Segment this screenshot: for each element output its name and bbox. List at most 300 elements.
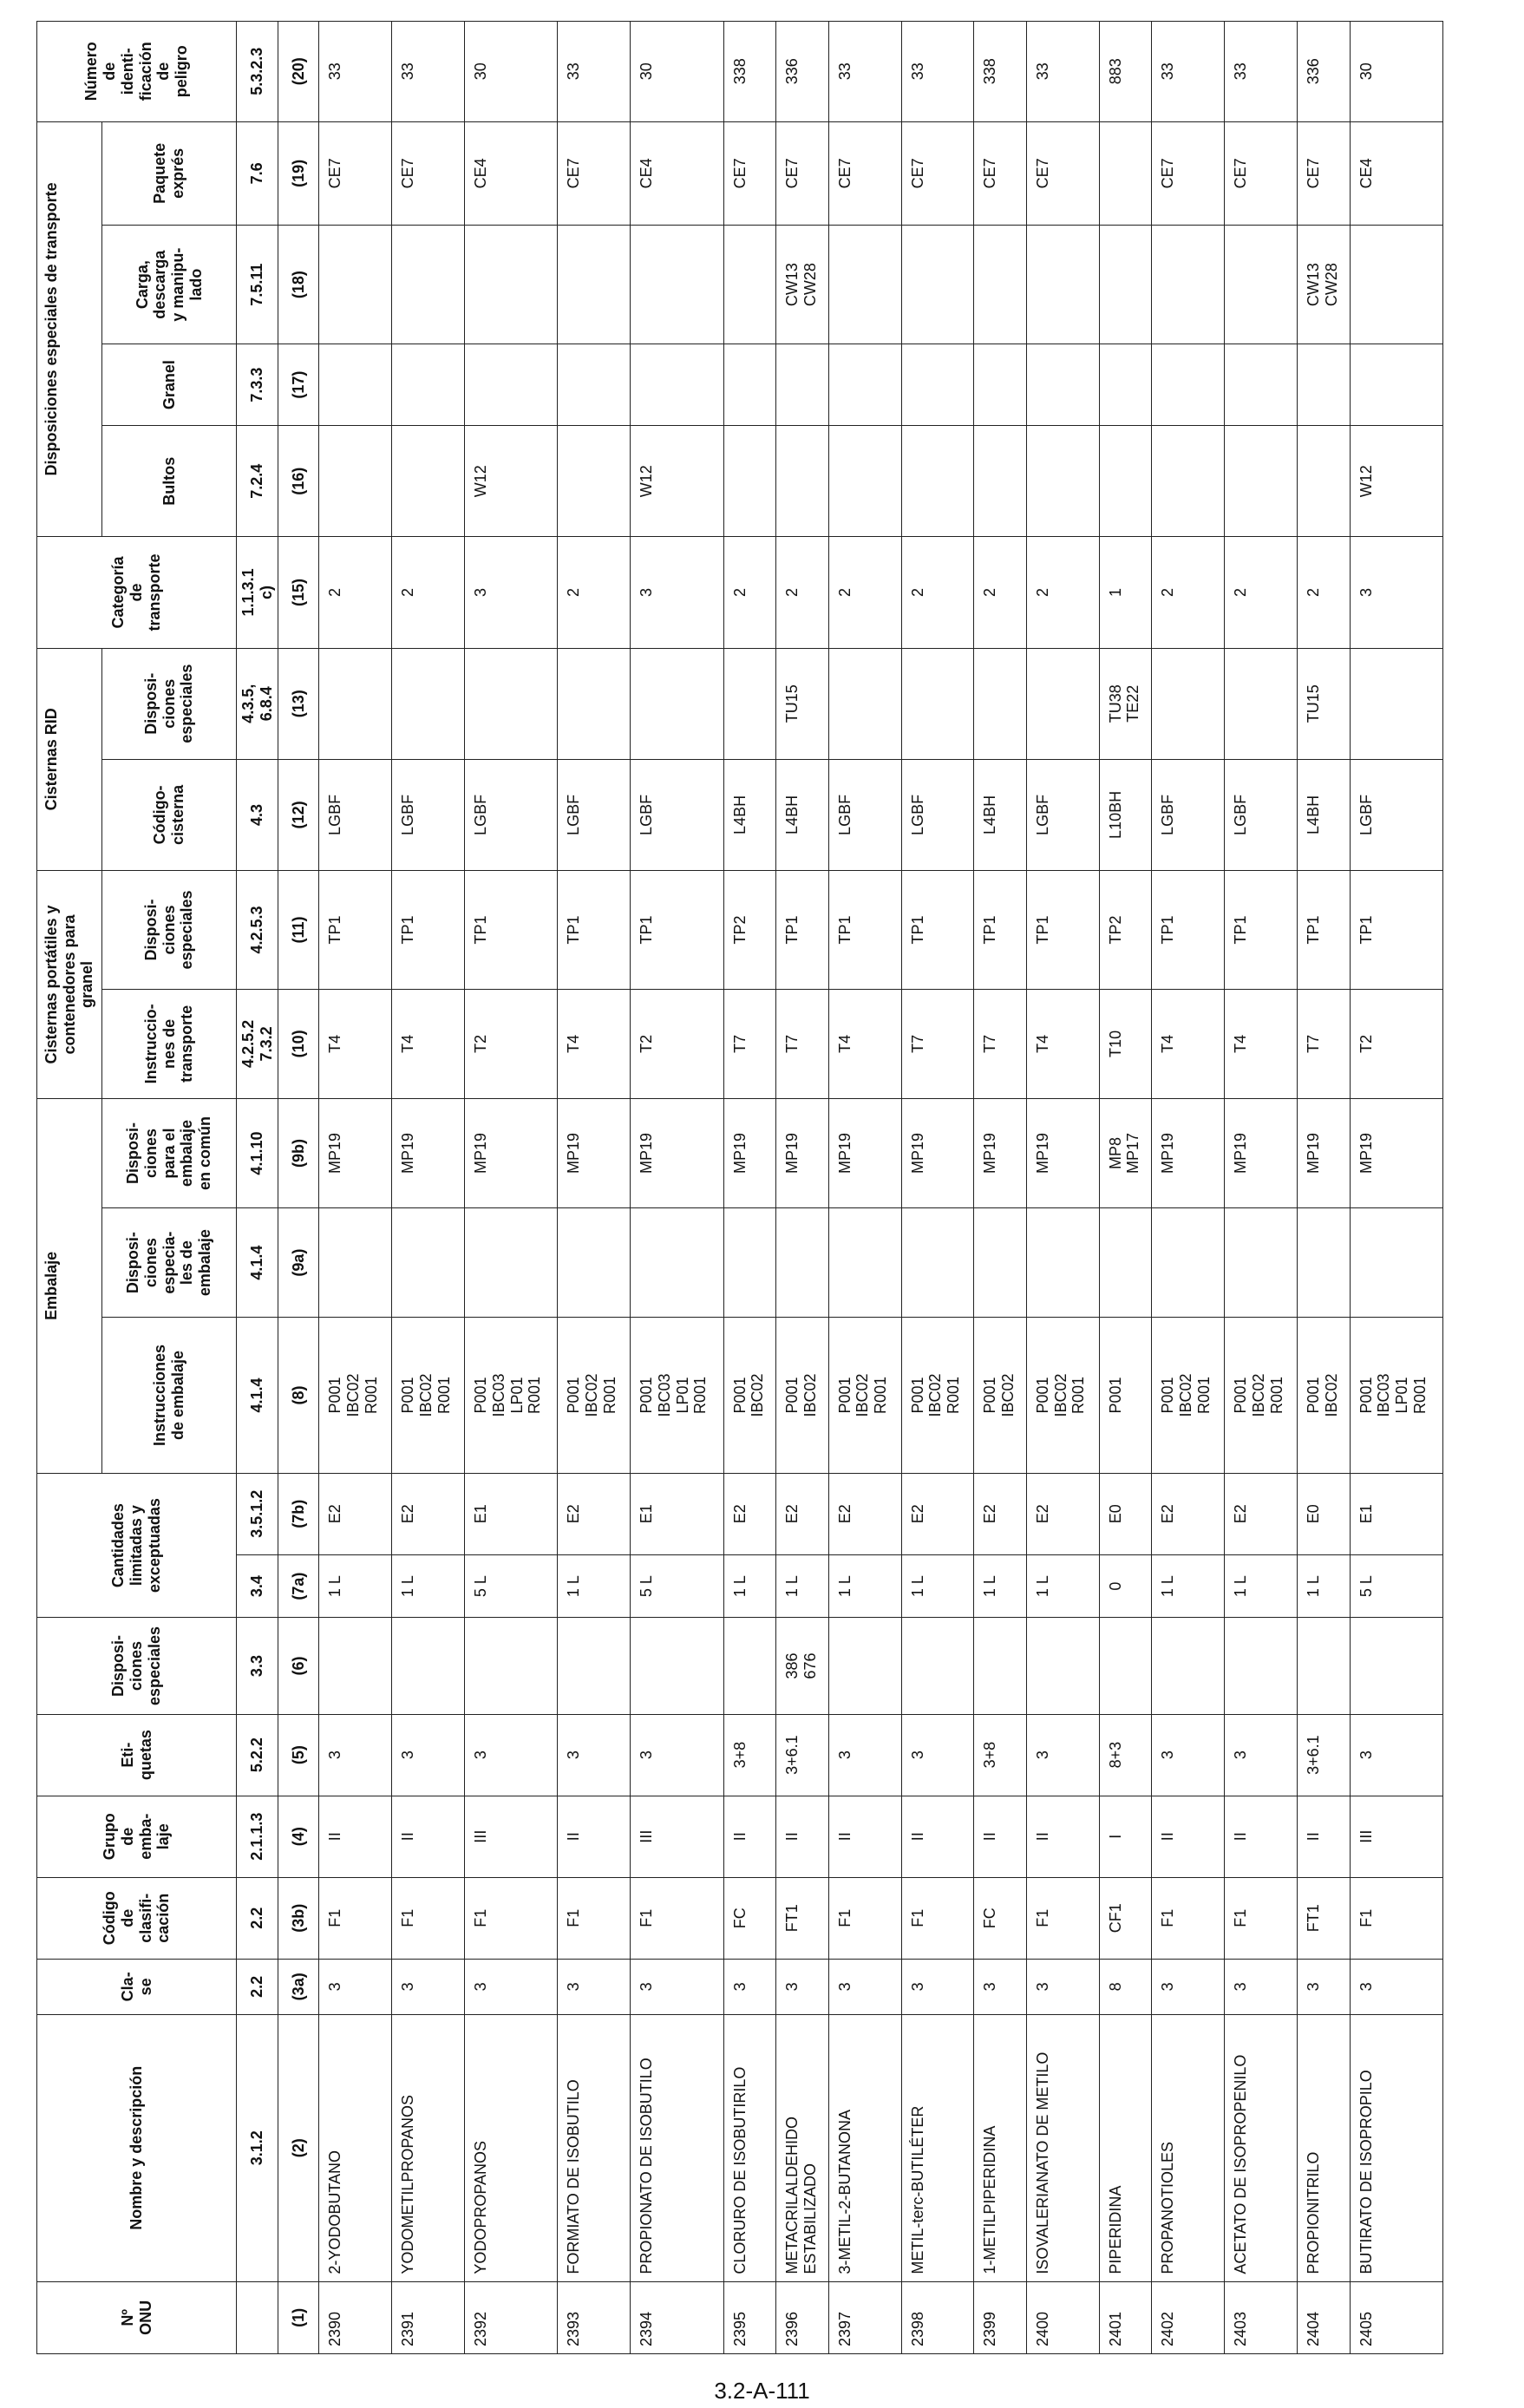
cell-c3b: F1 — [1152, 1877, 1225, 1959]
cell-c7b: E2 — [1026, 1473, 1099, 1554]
cell-c13 — [319, 648, 392, 759]
cell-c15: 2 — [1225, 537, 1298, 648]
cell-c13 — [828, 648, 901, 759]
cell-c18 — [1152, 226, 1225, 344]
colnum-cell: (11) — [278, 871, 319, 990]
table-row — [1225, 22, 1298, 2354]
cell-c16 — [558, 426, 631, 537]
cell-c19: CE7 — [1225, 121, 1298, 226]
header-tank-instructions: Instruccio- nes de transporte — [102, 989, 237, 1098]
cell-c3a: 3 — [319, 1959, 392, 2014]
cell-c8: P001 IBC02 R001 — [828, 1318, 901, 1474]
cell-c20: 30 — [1350, 22, 1443, 122]
ref-cell: 7.2.4 — [237, 426, 278, 537]
cell-c16: W12 — [1350, 426, 1443, 537]
cell-name: ACETATO DE ISOPROPENILO — [1225, 2014, 1298, 2281]
ref-cell: 7.6 — [237, 121, 278, 226]
cell-c11: TP1 — [1026, 871, 1099, 990]
colnum-cell: (3a) — [278, 1959, 319, 2014]
cell-c10: T2 — [1350, 989, 1443, 1098]
cell-c10: T4 — [828, 989, 901, 1098]
cell-c16 — [1225, 426, 1298, 537]
colnum-cell: (3b) — [278, 1877, 319, 1959]
cell-name: METIL-terc-BUTILÉTER — [901, 2014, 974, 2281]
cell-c20: 336 — [776, 22, 828, 122]
cell-c7b: E0 — [1099, 1473, 1151, 1554]
cell-c13 — [392, 648, 465, 759]
cell-c6 — [631, 1618, 723, 1714]
cell-c20: 33 — [392, 22, 465, 122]
cell-c3a: 3 — [901, 1959, 974, 2014]
cell-un: 2396 — [776, 2281, 828, 2353]
cell-c7a: 1 L — [1298, 1554, 1350, 1618]
cell-c17 — [392, 344, 465, 426]
cell-c20: 30 — [631, 22, 723, 122]
cell-c15: 2 — [723, 537, 775, 648]
cell-c6 — [1152, 1618, 1225, 1714]
header-special-provisions: Disposi- ciones especiales — [37, 1618, 237, 1714]
cell-c4: II — [1298, 1796, 1350, 1877]
cell-c12: L10BH — [1099, 759, 1151, 870]
cell-c5: 3 — [392, 1714, 465, 1796]
ref-cell: 4.1.10 — [237, 1098, 278, 1207]
cell-c13: TU15 — [776, 648, 828, 759]
cell-c16 — [974, 426, 1026, 537]
cell-un: 2401 — [1099, 2281, 1151, 2353]
cell-c18 — [901, 226, 974, 344]
cell-c17 — [1298, 344, 1350, 426]
cell-c16 — [1298, 426, 1350, 537]
cell-name: ISOVALERIANATO DE METILO — [1026, 2014, 1099, 2281]
cell-c9b: MP19 — [828, 1098, 901, 1207]
cell-name: 2-YODOBUTANO — [319, 2014, 392, 2281]
ref-cell: 3.5.1.2 — [237, 1473, 278, 1554]
cell-c16 — [392, 426, 465, 537]
cell-c19: CE7 — [1026, 121, 1099, 226]
cell-c11: TP1 — [1350, 871, 1443, 990]
cell-c6: 386 676 — [776, 1618, 828, 1714]
cell-c10: T7 — [901, 989, 974, 1098]
cell-c19: CE7 — [776, 121, 828, 226]
cell-c3b: F1 — [465, 1877, 558, 1959]
cell-c17 — [319, 344, 392, 426]
cell-c20: 33 — [319, 22, 392, 122]
cell-c19: CE7 — [723, 121, 775, 226]
colnum-cell: (15) — [278, 537, 319, 648]
cell-un: 2403 — [1225, 2281, 1298, 2353]
cell-c15: 2 — [558, 537, 631, 648]
cell-c9a — [558, 1208, 631, 1318]
colnum-cell: (6) — [278, 1618, 319, 1714]
cell-c13 — [1152, 648, 1225, 759]
cell-c9a — [1298, 1208, 1350, 1318]
cell-c10: T10 — [1099, 989, 1151, 1098]
cell-un: 2391 — [392, 2281, 465, 2353]
column-number-row — [278, 22, 319, 2354]
cell-c12: L4BH — [776, 759, 828, 870]
cell-c9a — [1225, 1208, 1298, 1318]
cell-c10: T7 — [974, 989, 1026, 1098]
header-mixed-packing-provisions: Disposi- ciones para el embalaje en común — [102, 1098, 237, 1207]
cell-c9b: MP19 — [1152, 1098, 1225, 1207]
cell-c10: T4 — [1152, 989, 1225, 1098]
cell-c12: LGBF — [631, 759, 723, 870]
cell-c19: CE7 — [1152, 121, 1225, 226]
cell-c7a: 1 L — [392, 1554, 465, 1618]
cell-c18 — [319, 226, 392, 344]
cell-c9a — [319, 1208, 392, 1318]
cell-c18 — [465, 226, 558, 344]
cell-c3b: F1 — [1350, 1877, 1443, 1959]
cell-c13 — [631, 648, 723, 759]
cell-c8: P001 IBC02 — [1298, 1318, 1350, 1474]
cell-c17 — [1152, 344, 1225, 426]
header-rid-special-provisions: Disposi- ciones especiales — [102, 648, 237, 759]
cell-c16 — [1152, 426, 1225, 537]
cell-c11: TP1 — [776, 871, 828, 990]
cell-c11: TP1 — [631, 871, 723, 990]
table-row — [392, 22, 465, 2354]
cell-c13 — [723, 648, 775, 759]
cell-c4: III — [465, 1796, 558, 1877]
cell-c7b: E2 — [1225, 1473, 1298, 1554]
cell-c16 — [776, 426, 828, 537]
ref-cell: 2.2 — [237, 1877, 278, 1959]
cell-c7b: E2 — [776, 1473, 828, 1554]
cell-c6 — [392, 1618, 465, 1714]
cell-c19: CE7 — [974, 121, 1026, 226]
cell-un: 2397 — [828, 2281, 901, 2353]
colnum-cell: (7a) — [278, 1554, 319, 1618]
cell-c8: P001 IBC03 LP01 R001 — [631, 1318, 723, 1474]
header-packing-group: Grupo de emba- laje — [37, 1796, 237, 1877]
cell-c6 — [558, 1618, 631, 1714]
cell-c12: LGBF — [828, 759, 901, 870]
cell-name: BUTIRATO DE ISOPROPILO — [1350, 2014, 1443, 2281]
cell-c7b: E2 — [723, 1473, 775, 1554]
header-labels: Eti- quetas — [37, 1714, 237, 1796]
cell-c5: 3 — [1026, 1714, 1099, 1796]
cell-c3b: F1 — [1026, 1877, 1099, 1959]
cell-c5: 3+6.1 — [776, 1714, 828, 1796]
cell-c7b: E2 — [319, 1473, 392, 1554]
ref-cell: 3.1.2 — [237, 2014, 278, 2281]
cell-c16 — [828, 426, 901, 537]
ref-cell: 3.3 — [237, 1618, 278, 1714]
cell-c15: 2 — [392, 537, 465, 648]
header-tank-code: Código- cisterna — [102, 759, 237, 870]
cell-c12: L4BH — [723, 759, 775, 870]
table-row — [1099, 22, 1151, 2354]
cell-c5: 3 — [828, 1714, 901, 1796]
cell-c18 — [974, 226, 1026, 344]
cell-c8: P001 IBC02 — [723, 1318, 775, 1474]
cell-c5: 3 — [631, 1714, 723, 1796]
cell-c9b: MP19 — [558, 1098, 631, 1207]
ref-cell: 7.3.3 — [237, 344, 278, 426]
cell-c20: 338 — [723, 22, 775, 122]
cell-c15: 2 — [319, 537, 392, 648]
cell-c3b: F1 — [392, 1877, 465, 1959]
table-row — [901, 22, 974, 2354]
cell-c10: T4 — [319, 989, 392, 1098]
cell-c13 — [901, 648, 974, 759]
header-un-number: Nº ONU — [37, 2281, 237, 2353]
colnum-cell: (9a) — [278, 1208, 319, 1318]
colnum-cell: (5) — [278, 1714, 319, 1796]
cell-c9b: MP19 — [776, 1098, 828, 1207]
cell-c12: L4BH — [974, 759, 1026, 870]
cell-c8: P001 IBC02 R001 — [1026, 1318, 1099, 1474]
cell-un: 2394 — [631, 2281, 723, 2353]
colnum-cell: (2) — [278, 2014, 319, 2281]
cell-c17 — [558, 344, 631, 426]
cell-c16 — [901, 426, 974, 537]
cell-c7b: E2 — [1152, 1473, 1225, 1554]
ref-cell: 4.1.4 — [237, 1318, 278, 1474]
cell-un: 2405 — [1350, 2281, 1443, 2353]
cell-c4: II — [974, 1796, 1026, 1877]
header-loading-handling: Carga, descarga y manipu- lado — [102, 226, 237, 344]
ref-cell: 3.4 — [237, 1554, 278, 1618]
cell-un: 2392 — [465, 2281, 558, 2353]
cell-c12: LGBF — [392, 759, 465, 870]
cell-name: CLORURO DE ISOBUTIRILO — [723, 2014, 775, 2281]
ref-cell: 4.3.5, 6.8.4 — [237, 648, 278, 759]
cell-name: 1-METILPIPERIDINA — [974, 2014, 1026, 2281]
cell-c18 — [1099, 226, 1151, 344]
colnum-cell: (20) — [278, 22, 319, 122]
cell-c3a: 8 — [1099, 1959, 1151, 2014]
cell-c6 — [974, 1618, 1026, 1714]
cell-c3b: FT1 — [1298, 1877, 1350, 1959]
cell-c16 — [723, 426, 775, 537]
page-number: 3.2-A-111 — [714, 2378, 810, 2404]
cell-c13 — [558, 648, 631, 759]
cell-c4: II — [828, 1796, 901, 1877]
cell-c13 — [1350, 648, 1443, 759]
cell-c15: 2 — [1152, 537, 1225, 648]
header-packing-instructions: Instrucciones de embalaje — [102, 1318, 237, 1474]
cell-c7a: 1 L — [558, 1554, 631, 1618]
cell-c18 — [1350, 226, 1443, 344]
cell-c11: TP1 — [1298, 871, 1350, 990]
cell-c17 — [723, 344, 775, 426]
cell-c10: T7 — [776, 989, 828, 1098]
cell-c4: II — [901, 1796, 974, 1877]
cell-c3a: 3 — [1350, 1959, 1443, 2014]
cell-c7b: E2 — [558, 1473, 631, 1554]
cell-c12: L4BH — [1298, 759, 1350, 870]
cell-c16 — [1099, 426, 1151, 537]
cell-c17 — [1026, 344, 1099, 426]
cell-un: 2404 — [1298, 2281, 1350, 2353]
cell-c4: II — [1026, 1796, 1099, 1877]
table-row — [1298, 22, 1350, 2354]
cell-c3b: FC — [974, 1877, 1026, 1959]
colnum-cell: (18) — [278, 226, 319, 344]
table-row — [974, 22, 1026, 2354]
cell-un: 2400 — [1026, 2281, 1099, 2353]
cell-c7a: 1 L — [1225, 1554, 1298, 1618]
cell-c11: TP2 — [723, 871, 775, 990]
cell-c3b: F1 — [901, 1877, 974, 1959]
cell-c3a: 3 — [631, 1959, 723, 2014]
cell-c13: TU38 TE22 — [1099, 648, 1151, 759]
reference-row — [237, 22, 278, 2354]
cell-name: PROPIONITRILO — [1298, 2014, 1350, 2281]
ref-cell: 5.2.2 — [237, 1714, 278, 1796]
cell-c3a: 3 — [1225, 1959, 1298, 2014]
cell-c18 — [723, 226, 775, 344]
header-packaging-group: Embalaje — [37, 1098, 102, 1473]
cell-c18 — [558, 226, 631, 344]
cell-c11: TP1 — [828, 871, 901, 990]
cell-c20: 30 — [465, 22, 558, 122]
cell-c9a — [901, 1208, 974, 1318]
cell-c20: 336 — [1298, 22, 1350, 122]
cell-c15: 3 — [465, 537, 558, 648]
cell-c3b: FC — [723, 1877, 775, 1959]
cell-c16 — [1026, 426, 1099, 537]
cell-un: 2398 — [901, 2281, 974, 2353]
header-name: Nombre y descripción — [37, 2014, 237, 2281]
cell-c4: II — [1152, 1796, 1225, 1877]
cell-c18 — [392, 226, 465, 344]
cell-c20: 883 — [1099, 22, 1151, 122]
ref-cell: 4.2.5.2 7.3.2 — [237, 989, 278, 1098]
cell-c3a: 3 — [776, 1959, 828, 2014]
cell-c3a: 3 — [1298, 1959, 1350, 2014]
cell-c4: III — [631, 1796, 723, 1877]
cell-c13 — [1026, 648, 1099, 759]
cell-c17 — [1099, 344, 1151, 426]
cell-c16: W12 — [631, 426, 723, 537]
cell-c15: 2 — [776, 537, 828, 648]
colnum-cell: (12) — [278, 759, 319, 870]
cell-c20: 33 — [558, 22, 631, 122]
cell-c13 — [1225, 648, 1298, 759]
cell-c10: T7 — [1298, 989, 1350, 1098]
cell-un: 2402 — [1152, 2281, 1225, 2353]
ref-cell: 7.5.11 — [237, 226, 278, 344]
cell-c8: P001 IBC02 R001 — [319, 1318, 392, 1474]
colnum-cell: (17) — [278, 344, 319, 426]
header-class: Cla- se — [37, 1959, 237, 2014]
cell-c17 — [776, 344, 828, 426]
cell-c20: 33 — [1026, 22, 1099, 122]
cell-c15: 3 — [1350, 537, 1443, 648]
header-express-parcels: Paquete exprés — [102, 121, 237, 226]
cell-name: YODOPROPANOS — [465, 2014, 558, 2281]
header-tank-special-provisions: Disposi- ciones especiales — [102, 871, 237, 990]
cell-c4: II — [392, 1796, 465, 1877]
cell-c3b: F1 — [319, 1877, 392, 1959]
cell-c6 — [723, 1618, 775, 1714]
cell-c19: CE7 — [1298, 121, 1350, 226]
cell-c19: CE7 — [319, 121, 392, 226]
cell-c10: T4 — [1225, 989, 1298, 1098]
ref-cell: 4.3 — [237, 759, 278, 870]
cell-name: METACRILALDEHIDO ESTABILIZADO — [776, 2014, 828, 2281]
cell-c7a: 1 L — [319, 1554, 392, 1618]
table-row — [1152, 22, 1225, 2354]
cell-c18 — [631, 226, 723, 344]
cell-c10: T7 — [723, 989, 775, 1098]
cell-c16 — [319, 426, 392, 537]
cell-name: YODOMETILPROPANOS — [392, 2014, 465, 2281]
cell-c17 — [631, 344, 723, 426]
cell-c13 — [974, 648, 1026, 759]
cell-c5: 3 — [319, 1714, 392, 1796]
cell-c20: 33 — [1225, 22, 1298, 122]
cell-c11: TP1 — [319, 871, 392, 990]
cell-c5: 3 — [1152, 1714, 1225, 1796]
cell-c3b: CF1 — [1099, 1877, 1151, 1959]
cell-c19: CE7 — [558, 121, 631, 226]
cell-c12: LGBF — [1152, 759, 1225, 870]
cell-c11: TP1 — [974, 871, 1026, 990]
cell-c8: P001 IBC02 R001 — [558, 1318, 631, 1474]
cell-c17 — [1225, 344, 1298, 426]
table-row — [1350, 22, 1443, 2354]
cell-c17 — [901, 344, 974, 426]
cell-c9b: MP19 — [1350, 1098, 1443, 1207]
cell-c9b: MP19 — [723, 1098, 775, 1207]
colnum-cell: (7b) — [278, 1473, 319, 1554]
cell-c9a — [828, 1208, 901, 1318]
cell-c18 — [828, 226, 901, 344]
colnum-cell: (10) — [278, 989, 319, 1098]
cell-c8: P001 IBC03 LP01 R001 — [1350, 1318, 1443, 1474]
cell-c9a — [392, 1208, 465, 1318]
header-transport-provisions-group: Disposiciones especiales de transporte — [37, 121, 102, 537]
header-portable-tanks-group: Cisternas portátiles y contenedores para granel — [37, 871, 102, 1099]
cell-c7a: 1 L — [828, 1554, 901, 1618]
cell-c20: 33 — [828, 22, 901, 122]
cell-c3b: F1 — [558, 1877, 631, 1959]
table-row — [776, 22, 828, 2354]
cell-c9b: MP8 MP17 — [1099, 1098, 1151, 1207]
cell-c19: CE7 — [828, 121, 901, 226]
cell-c15: 3 — [631, 537, 723, 648]
cell-c10: T4 — [558, 989, 631, 1098]
cell-c8: P001 IBC02 R001 — [901, 1318, 974, 1474]
cell-c17 — [828, 344, 901, 426]
cell-c12: LGBF — [901, 759, 974, 870]
cell-c10: T4 — [1026, 989, 1099, 1098]
cell-c11: TP1 — [392, 871, 465, 990]
cell-c3a: 3 — [392, 1959, 465, 2014]
cell-c18 — [1026, 226, 1099, 344]
cell-c19: CE4 — [631, 121, 723, 226]
cell-c12: LGBF — [1026, 759, 1099, 870]
cell-c8: P001 IBC02 R001 — [392, 1318, 465, 1474]
cell-c11: TP1 — [1152, 871, 1225, 990]
cell-c9a — [631, 1208, 723, 1318]
table-row — [723, 22, 775, 2354]
cell-c18 — [1225, 226, 1298, 344]
cell-c15: 2 — [1298, 537, 1350, 648]
cell-c9b: MP19 — [1225, 1098, 1298, 1207]
cell-c13 — [465, 648, 558, 759]
cell-c13: TU15 — [1298, 648, 1350, 759]
cell-c4: II — [723, 1796, 775, 1877]
cell-un: 2390 — [319, 2281, 392, 2353]
cell-c3b: F1 — [631, 1877, 723, 1959]
cell-c11: TP2 — [1099, 871, 1151, 990]
table-body — [319, 22, 1443, 2354]
